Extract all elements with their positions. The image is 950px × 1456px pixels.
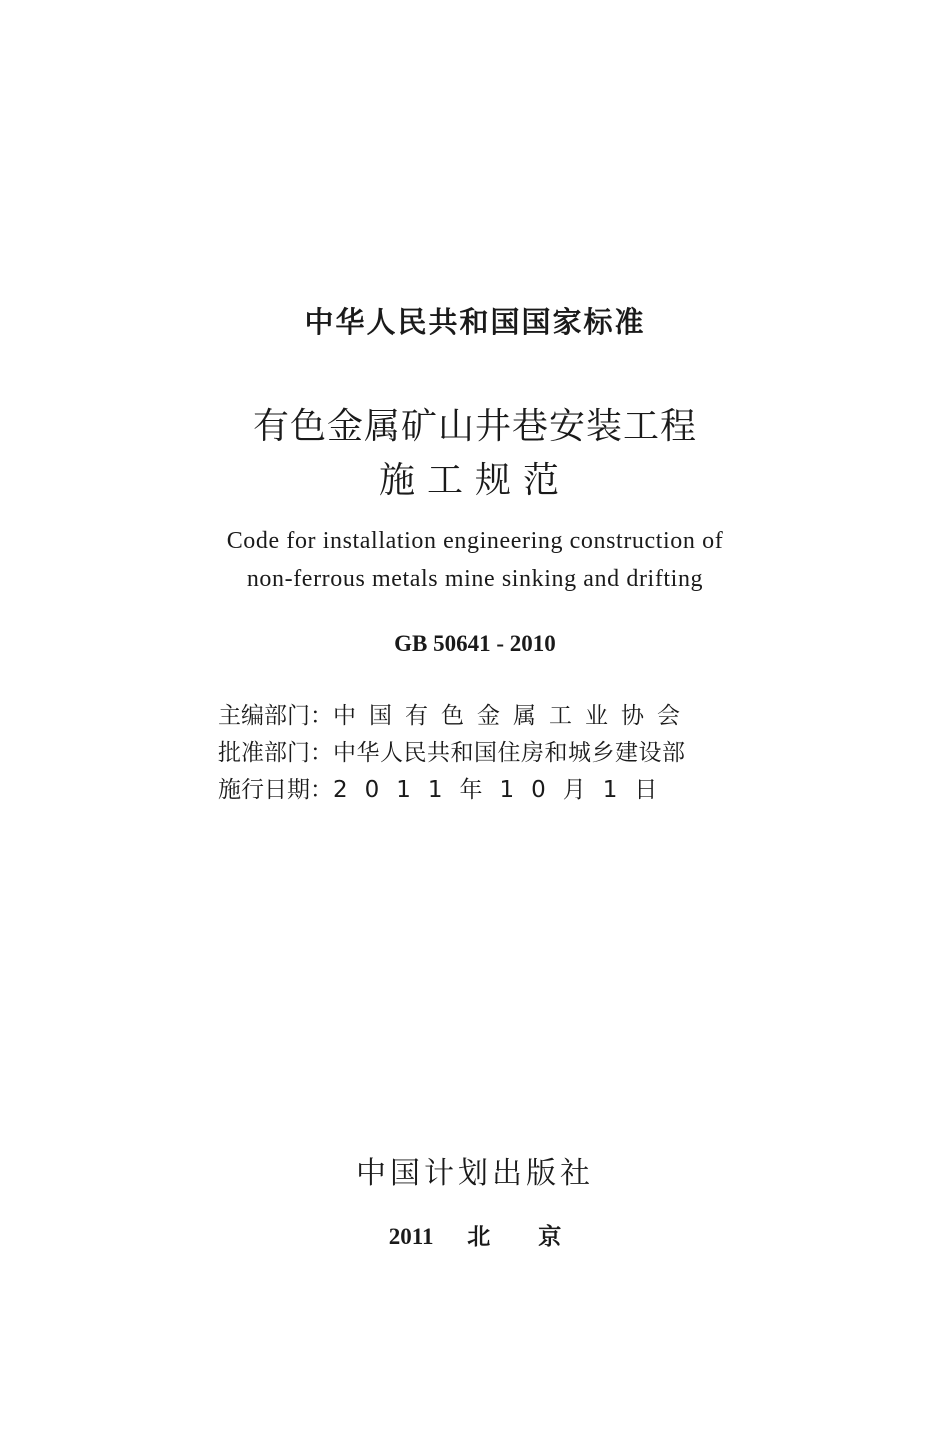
effective-date-value: 2011年10月1日	[333, 777, 675, 803]
publication-place-year	[0, 1218, 950, 1251]
publication-year: 2011	[388, 1224, 434, 1249]
document-title-line-1: 有色金属矿山井巷安装工程	[252, 406, 697, 447]
approver-department-row	[218, 734, 718, 767]
document-title-line-2: 施工规范	[378, 460, 571, 501]
editor-department-value: 中国有色金属工业协会	[333, 703, 693, 729]
standard-type-heading: 中华人民共和国国家标准	[304, 305, 646, 339]
editor-department-label: 主编部门：	[218, 703, 333, 729]
editor-department-row	[218, 697, 718, 730]
effective-date-label: 施行日期：	[218, 777, 333, 803]
approver-department-label: 批准部门：	[218, 740, 333, 766]
standard-code-number: GB 50641 - 2010	[394, 631, 556, 656]
publisher-name: 中国计划出版社	[356, 1156, 594, 1191]
approver-department-value: 中华人民共和国住房和城乡建设部	[333, 740, 686, 766]
english-title-line-2: non-ferrous metals mine sinking and drifting	[246, 566, 704, 592]
english-title-line-1: Code for installation engineering construction of	[226, 528, 724, 554]
publication-city: 北京	[467, 1224, 610, 1249]
effective-date-row	[218, 771, 718, 804]
